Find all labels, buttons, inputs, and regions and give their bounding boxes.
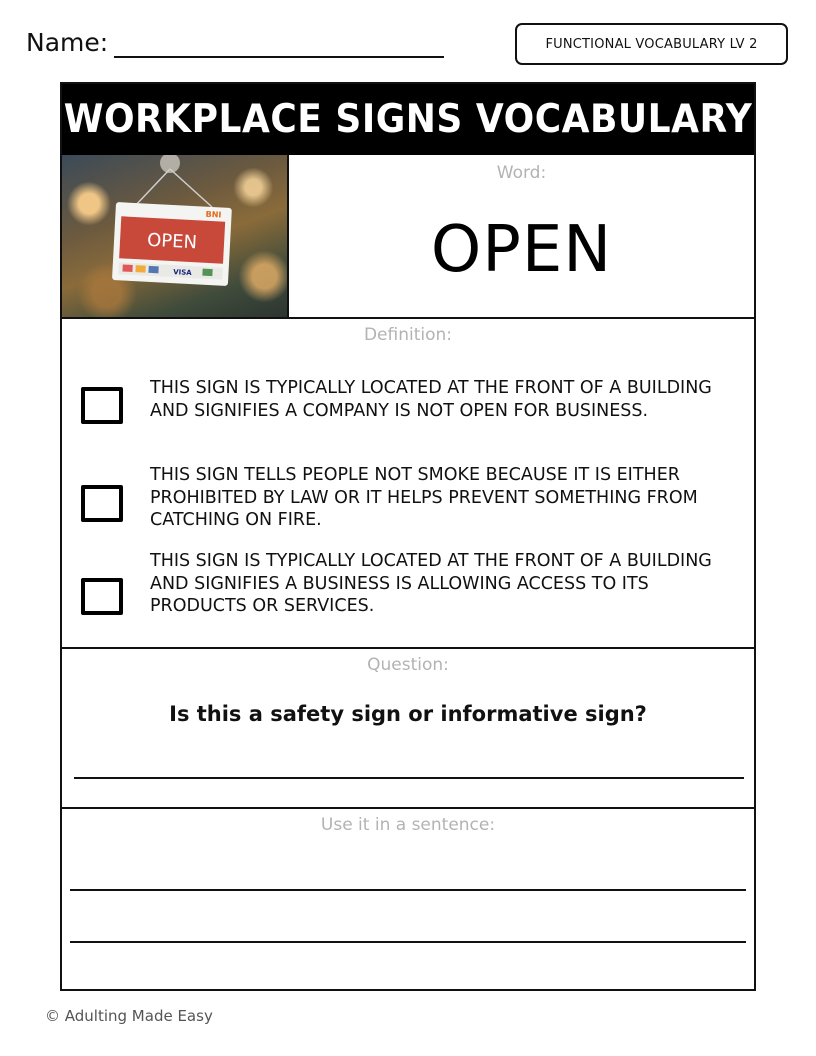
question-text: Is this a safety sign or informative sign? — [169, 702, 647, 726]
option-text-2: THIS SIGN TELLS PEOPLE NOT SMOKE BECAUSE IT IS EITHER PROHIBITED BY LAW OR IT HELPS PREVENT SOMETHING FROM CATCHING ON FIRE. — [150, 465, 698, 530]
definition-section — [62, 317, 754, 649]
answer-line[interactable] — [74, 777, 744, 779]
level-badge: FUNCTIONAL VOCABULARY LV 2 — [515, 23, 788, 65]
sign-open-text: OPEN — [146, 229, 198, 254]
sentence-section — [62, 807, 754, 989]
open-sign-illustration — [62, 155, 287, 317]
word-row — [62, 155, 754, 319]
option-text-3: THIS SIGN IS TYPICALLY LOCATED AT THE FRONT OF A BUILDING AND SIGNIFIES A BUSINESS IS ALLOWING ACCESS TO ITS PRODUCTS OR SERVICES. — [150, 551, 712, 616]
option-checkbox-1[interactable] — [81, 387, 123, 424]
definition-label: Definition: — [363, 325, 453, 345]
word-label: Word: — [496, 163, 547, 183]
sentence-line-2[interactable] — [70, 941, 746, 943]
title-bar — [62, 84, 754, 155]
copyright-footer: © Adulting Made Easy — [45, 1007, 213, 1025]
question-section — [62, 647, 754, 809]
option-checkbox-3[interactable] — [81, 578, 123, 615]
option-text-1: THIS SIGN IS TYPICALLY LOCATED AT THE FRONT OF A BUILDING AND SIGNIFIES A COMPANY IS NOT OPEN FOR BUSINESS. — [150, 378, 712, 421]
open-sign-photo — [62, 155, 289, 317]
question-label: Question: — [367, 655, 449, 675]
name-field-line[interactable] — [114, 30, 444, 58]
vocab-word: OPEN — [430, 213, 613, 287]
sentence-label: Use it in a sentence: — [320, 815, 496, 835]
sign-card-logo: VISA — [173, 268, 192, 278]
name-row — [26, 28, 444, 58]
option-checkbox-2[interactable] — [81, 485, 123, 522]
page-title: WORKPLACE SIGNS VOCABULARY — [63, 97, 753, 142]
sentence-line-1[interactable] — [70, 889, 746, 891]
name-label: Name: — [26, 28, 109, 57]
vocabulary-card — [60, 82, 756, 991]
sign-bank-label: BNI — [205, 209, 222, 220]
